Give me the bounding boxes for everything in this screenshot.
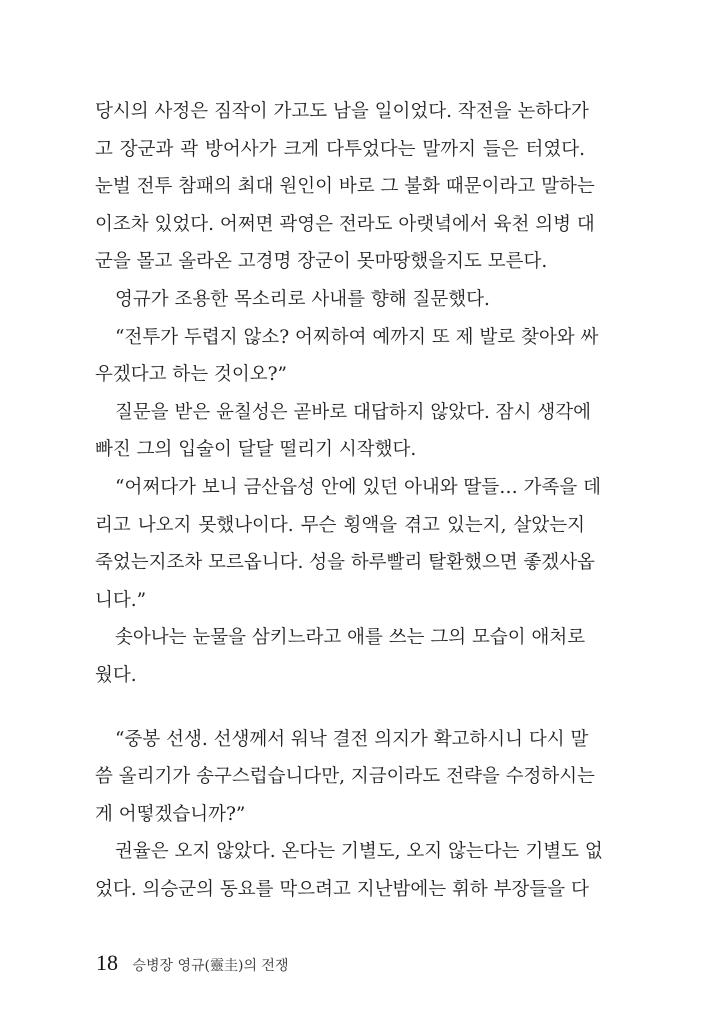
text-line: 영규가 조용한 목소리로 사내를 향해 질문했다. [115,288,490,310]
text-line: 게 어떻겠습니까?” [95,803,246,825]
body-text [95,93,603,908]
paragraph-break [95,695,585,721]
page-footer [96,950,288,976]
text-line: 당시의 사정은 짐작이 가고도 남을 일이었다. 작전을 논하다가 [95,101,589,122]
page-number: 18 [96,950,118,975]
text-line: 우겠다고 하는 것이오?” [95,364,287,386]
book-title: 승병장 영규(靈圭)의 전쟁 [132,958,289,974]
text-line: 었다. 의승군의 동요를 막으려고 지난밤에는 휘하 부장들을 다 [95,878,589,900]
text-line: 이조차 있었다. 어쩌면 곽영은 전라도 아랫녘에서 육천 의병 대 [95,213,595,235]
text-line: 니다.” [95,589,147,611]
text-line: 권율은 오지 않았다. 온다는 기별도, 오지 않는다는 기별도 없 [115,841,603,863]
text-line: “어쩌다가 보니 금산읍성 안에 있던 아내와 딸들… 가족을 데 [115,476,602,498]
text-line: 웠다. [95,664,137,686]
text-line: 질문을 받은 윤칠성은 곧바로 대답하지 않았다. 잠시 생각에 [115,401,591,423]
text-line: “중봉 선생. 선생께서 워낙 결전 의지가 확고하시니 다시 말 [115,728,589,750]
text-line: 눈벌 전투 참패의 최대 원인이 바로 그 불화 때문이라고 말하는 [95,176,595,198]
text-line: 리고 나오지 못했나이다. 무슨 횡액을 겪고 있는지, 살았는지 [95,514,585,536]
text-line: 솟아나는 눈물을 삼키느라고 애를 쓰는 그의 모습이 애처로 [115,627,586,649]
text-line: 군을 몰고 올라온 고경명 장군이 못마땅했을지도 모른다. [95,251,548,273]
text-line: “전투가 두렵지 않소? 어찌하여 예까지 또 제 발로 찾아와 싸 [115,326,599,348]
text-line: 고 장군과 곽 방어사가 크게 다투었다는 말까지 들은 터였다. [95,138,585,160]
text-line: 죽었는지조차 모르옵니다. 성을 하루빨리 탈환했으면 좋겠사옵 [95,552,595,574]
text-line: 씀 올리기가 송구스럽습니다만, 지금이라도 전략을 수정하시는 [95,766,595,788]
text-line: 빠진 그의 입술이 달달 떨리기 시작했다. [95,439,417,461]
